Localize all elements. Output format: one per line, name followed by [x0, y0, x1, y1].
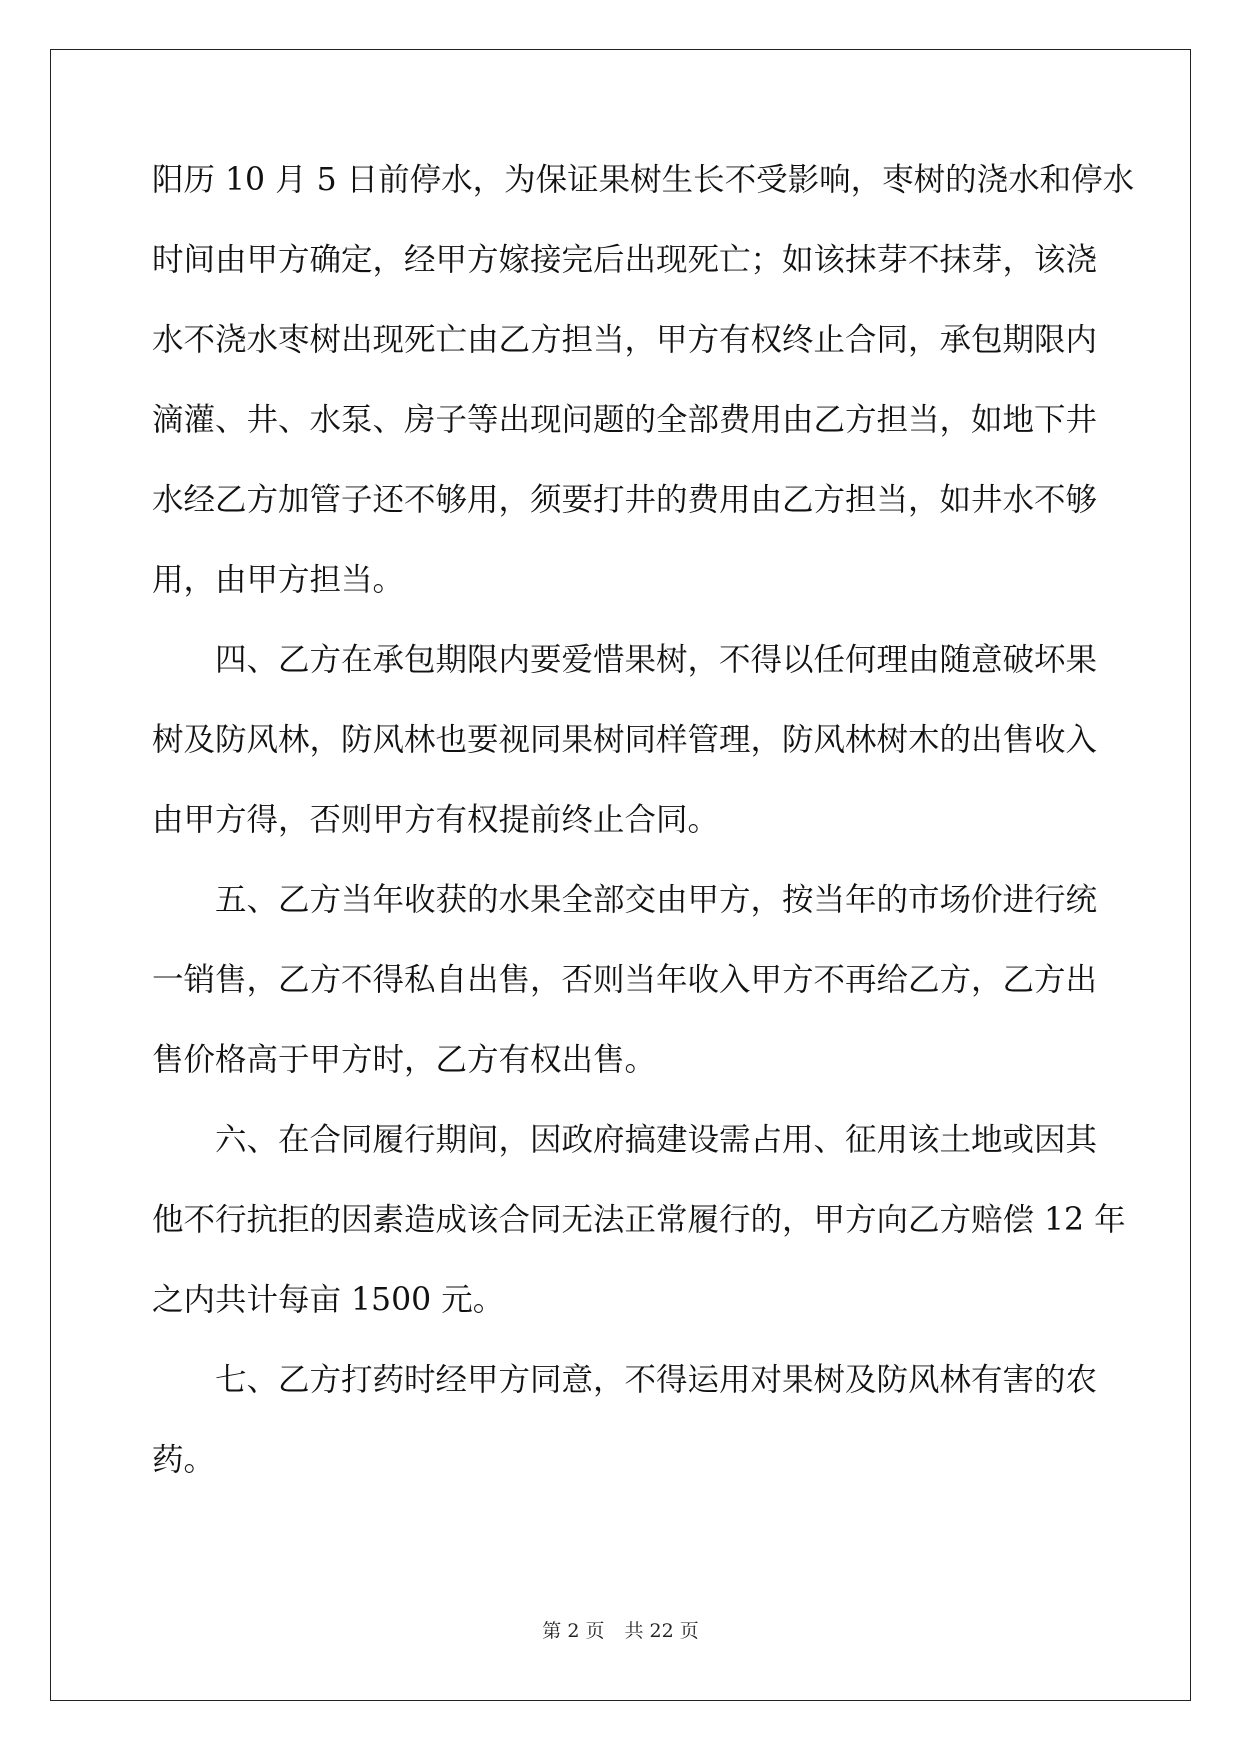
- page-number: 第 2 页: [542, 1620, 605, 1642]
- paragraph-start-line: 六、在合同履行期间，因政府搞建设需占用、征用该土地或因其: [215, 1122, 1098, 1158]
- text-line: 由甲方得，否则甲方有权提前终止合同。: [152, 802, 720, 838]
- paragraph-start-line: 四、乙方在承包期限内要爱惜果树，不得以任何理由随意破坏果: [215, 642, 1098, 678]
- text-line: 售价格高于甲方时，乙方有权出售。: [152, 1042, 657, 1078]
- text-line: 之内共计每亩 1500 元。: [152, 1282, 505, 1318]
- text-line: 一销售，乙方不得私自出售，否则当年收入甲方不再给乙方，乙方出: [152, 962, 1098, 998]
- text-line: 药。: [152, 1442, 216, 1478]
- text-line: 他不行抗拒的因素造成该合同无法正常履行的，甲方向乙方赔偿 12 年: [152, 1202, 1126, 1238]
- text-line: 阳历 10 月 5 日前停水，为保证果树生长不受影响，枣树的浇水和停水: [152, 162, 1135, 198]
- paragraph-start-line: 七、乙方打药时经甲方同意，不得运用对果树及防风林有害的农: [215, 1362, 1098, 1398]
- page-footer: [0, 1616, 1241, 1643]
- text-line: 树及防风林，防风林也要视同果树同样管理，防风林树木的出售收入: [152, 722, 1098, 758]
- text-line: 时间由甲方确定，经甲方嫁接完后出现死亡；如该抹芽不抹芽，该浇: [152, 242, 1098, 278]
- paragraph-start-line: 五、乙方当年收获的水果全部交由甲方，按当年的市场价进行统: [215, 882, 1098, 918]
- text-line: 水不浇水枣树出现死亡由乙方担当，甲方有权终止合同，承包期限内: [152, 322, 1098, 358]
- text-line: 水经乙方加管子还不够用，须要打井的费用由乙方担当，如井水不够: [152, 482, 1098, 518]
- text-line: 滴灌、井、水泵、房子等出现问题的全部费用由乙方担当，如地下井: [152, 402, 1098, 438]
- page-total: 共 22 页: [624, 1620, 699, 1642]
- document-body: [152, 160, 1135, 1520]
- text-line: 用，由甲方担当。: [152, 562, 405, 598]
